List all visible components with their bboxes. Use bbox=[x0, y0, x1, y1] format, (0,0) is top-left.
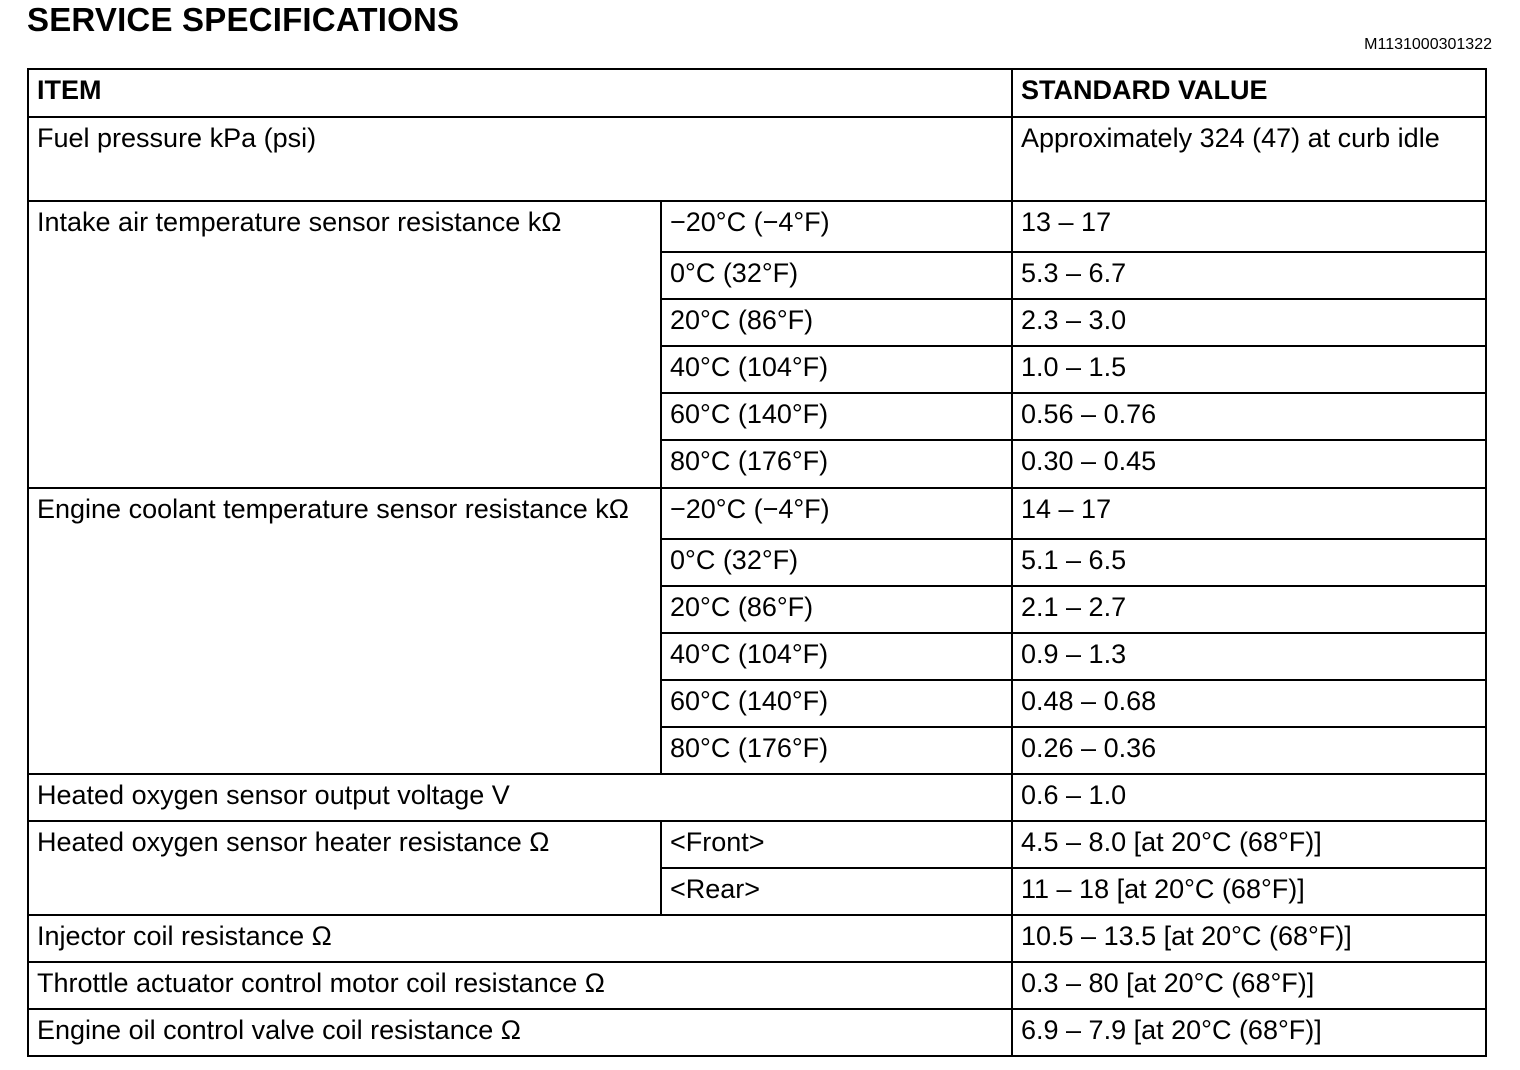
table-row bbox=[28, 117, 1486, 201]
page-title: SERVICE SPECIFICATIONS bbox=[27, 1, 460, 38]
item-oil-control-valve-coil-resistance: Engine oil control valve coil resistance Ω bbox=[28, 1009, 1012, 1056]
condition-cell: 60°C (140°F) bbox=[661, 680, 1012, 727]
condition-cell: 0°C (32°F) bbox=[661, 539, 1012, 586]
value-cell: 0.56 – 0.76 bbox=[1012, 393, 1486, 440]
item-fuel-pressure: Fuel pressure kPa (psi) bbox=[28, 117, 1012, 201]
condition-cell: 20°C (86°F) bbox=[661, 586, 1012, 633]
value-cell: 1.0 – 1.5 bbox=[1012, 346, 1486, 393]
value-fuel-pressure: Approximately 324 (47) at curb idle bbox=[1012, 117, 1486, 201]
condition-cell: 60°C (140°F) bbox=[661, 393, 1012, 440]
table-row bbox=[28, 1009, 1486, 1056]
condition-cell: <Front> bbox=[661, 821, 1012, 868]
document-code: M1131000301322 bbox=[1364, 36, 1492, 53]
condition-cell: 40°C (104°F) bbox=[661, 346, 1012, 393]
value-cell: 2.1 – 2.7 bbox=[1012, 586, 1486, 633]
value-cell: 0.30 – 0.45 bbox=[1012, 440, 1486, 488]
item-ho2s-output-voltage: Heated oxygen sensor output voltage V bbox=[28, 774, 1012, 821]
value-cell: 2.3 – 3.0 bbox=[1012, 299, 1486, 346]
value-cell: 14 – 17 bbox=[1012, 488, 1486, 539]
value-cell: 13 – 17 bbox=[1012, 201, 1486, 252]
condition-cell: 80°C (176°F) bbox=[661, 727, 1012, 774]
condition-cell: 20°C (86°F) bbox=[661, 299, 1012, 346]
item-throttle-motor-coil-resistance: Throttle actuator control motor coil resistance Ω bbox=[28, 962, 1012, 1009]
condition-cell: 0°C (32°F) bbox=[661, 252, 1012, 299]
header-item: ITEM bbox=[28, 69, 1012, 117]
value-cell: 0.48 – 0.68 bbox=[1012, 680, 1486, 727]
value-cell: 5.3 – 6.7 bbox=[1012, 252, 1486, 299]
condition-cell: −20°C (−4°F) bbox=[661, 201, 1012, 252]
value-cell: 5.1 – 6.5 bbox=[1012, 539, 1486, 586]
table-row bbox=[28, 201, 1486, 252]
value-oil-control-valve-coil-resistance: 6.9 – 7.9 [at 20°C (68°F)] bbox=[1012, 1009, 1486, 1056]
condition-cell: <Rear> bbox=[661, 868, 1012, 915]
value-throttle-motor-coil-resistance: 0.3 – 80 [at 20°C (68°F)] bbox=[1012, 962, 1486, 1009]
item-injector-coil-resistance: Injector coil resistance Ω bbox=[28, 915, 1012, 962]
value-injector-coil-resistance: 10.5 – 13.5 [at 20°C (68°F)] bbox=[1012, 915, 1486, 962]
table-row bbox=[28, 488, 1486, 539]
condition-cell: 40°C (104°F) bbox=[661, 633, 1012, 680]
header-standard-value: STANDARD VALUE bbox=[1012, 69, 1486, 117]
value-cell: 4.5 – 8.0 [at 20°C (68°F)] bbox=[1012, 821, 1486, 868]
table-row bbox=[28, 915, 1486, 962]
table-header-row bbox=[28, 69, 1486, 117]
condition-cell: 80°C (176°F) bbox=[661, 440, 1012, 488]
item-engine-coolant-temp-sensor: Engine coolant temperature sensor resistance kΩ bbox=[28, 488, 661, 774]
value-cell: 11 – 18 [at 20°C (68°F)] bbox=[1012, 868, 1486, 915]
table-row bbox=[28, 962, 1486, 1009]
condition-cell: −20°C (−4°F) bbox=[661, 488, 1012, 539]
item-ho2s-heater-resistance: Heated oxygen sensor heater resistance Ω bbox=[28, 821, 661, 915]
service-specifications-table bbox=[27, 68, 1487, 1057]
table-row bbox=[28, 821, 1486, 868]
table-row bbox=[28, 774, 1486, 821]
value-ho2s-output-voltage: 0.6 – 1.0 bbox=[1012, 774, 1486, 821]
item-intake-air-temp-sensor: Intake air temperature sensor resistance kΩ bbox=[28, 201, 661, 488]
value-cell: 0.26 – 0.36 bbox=[1012, 727, 1486, 774]
value-cell: 0.9 – 1.3 bbox=[1012, 633, 1486, 680]
